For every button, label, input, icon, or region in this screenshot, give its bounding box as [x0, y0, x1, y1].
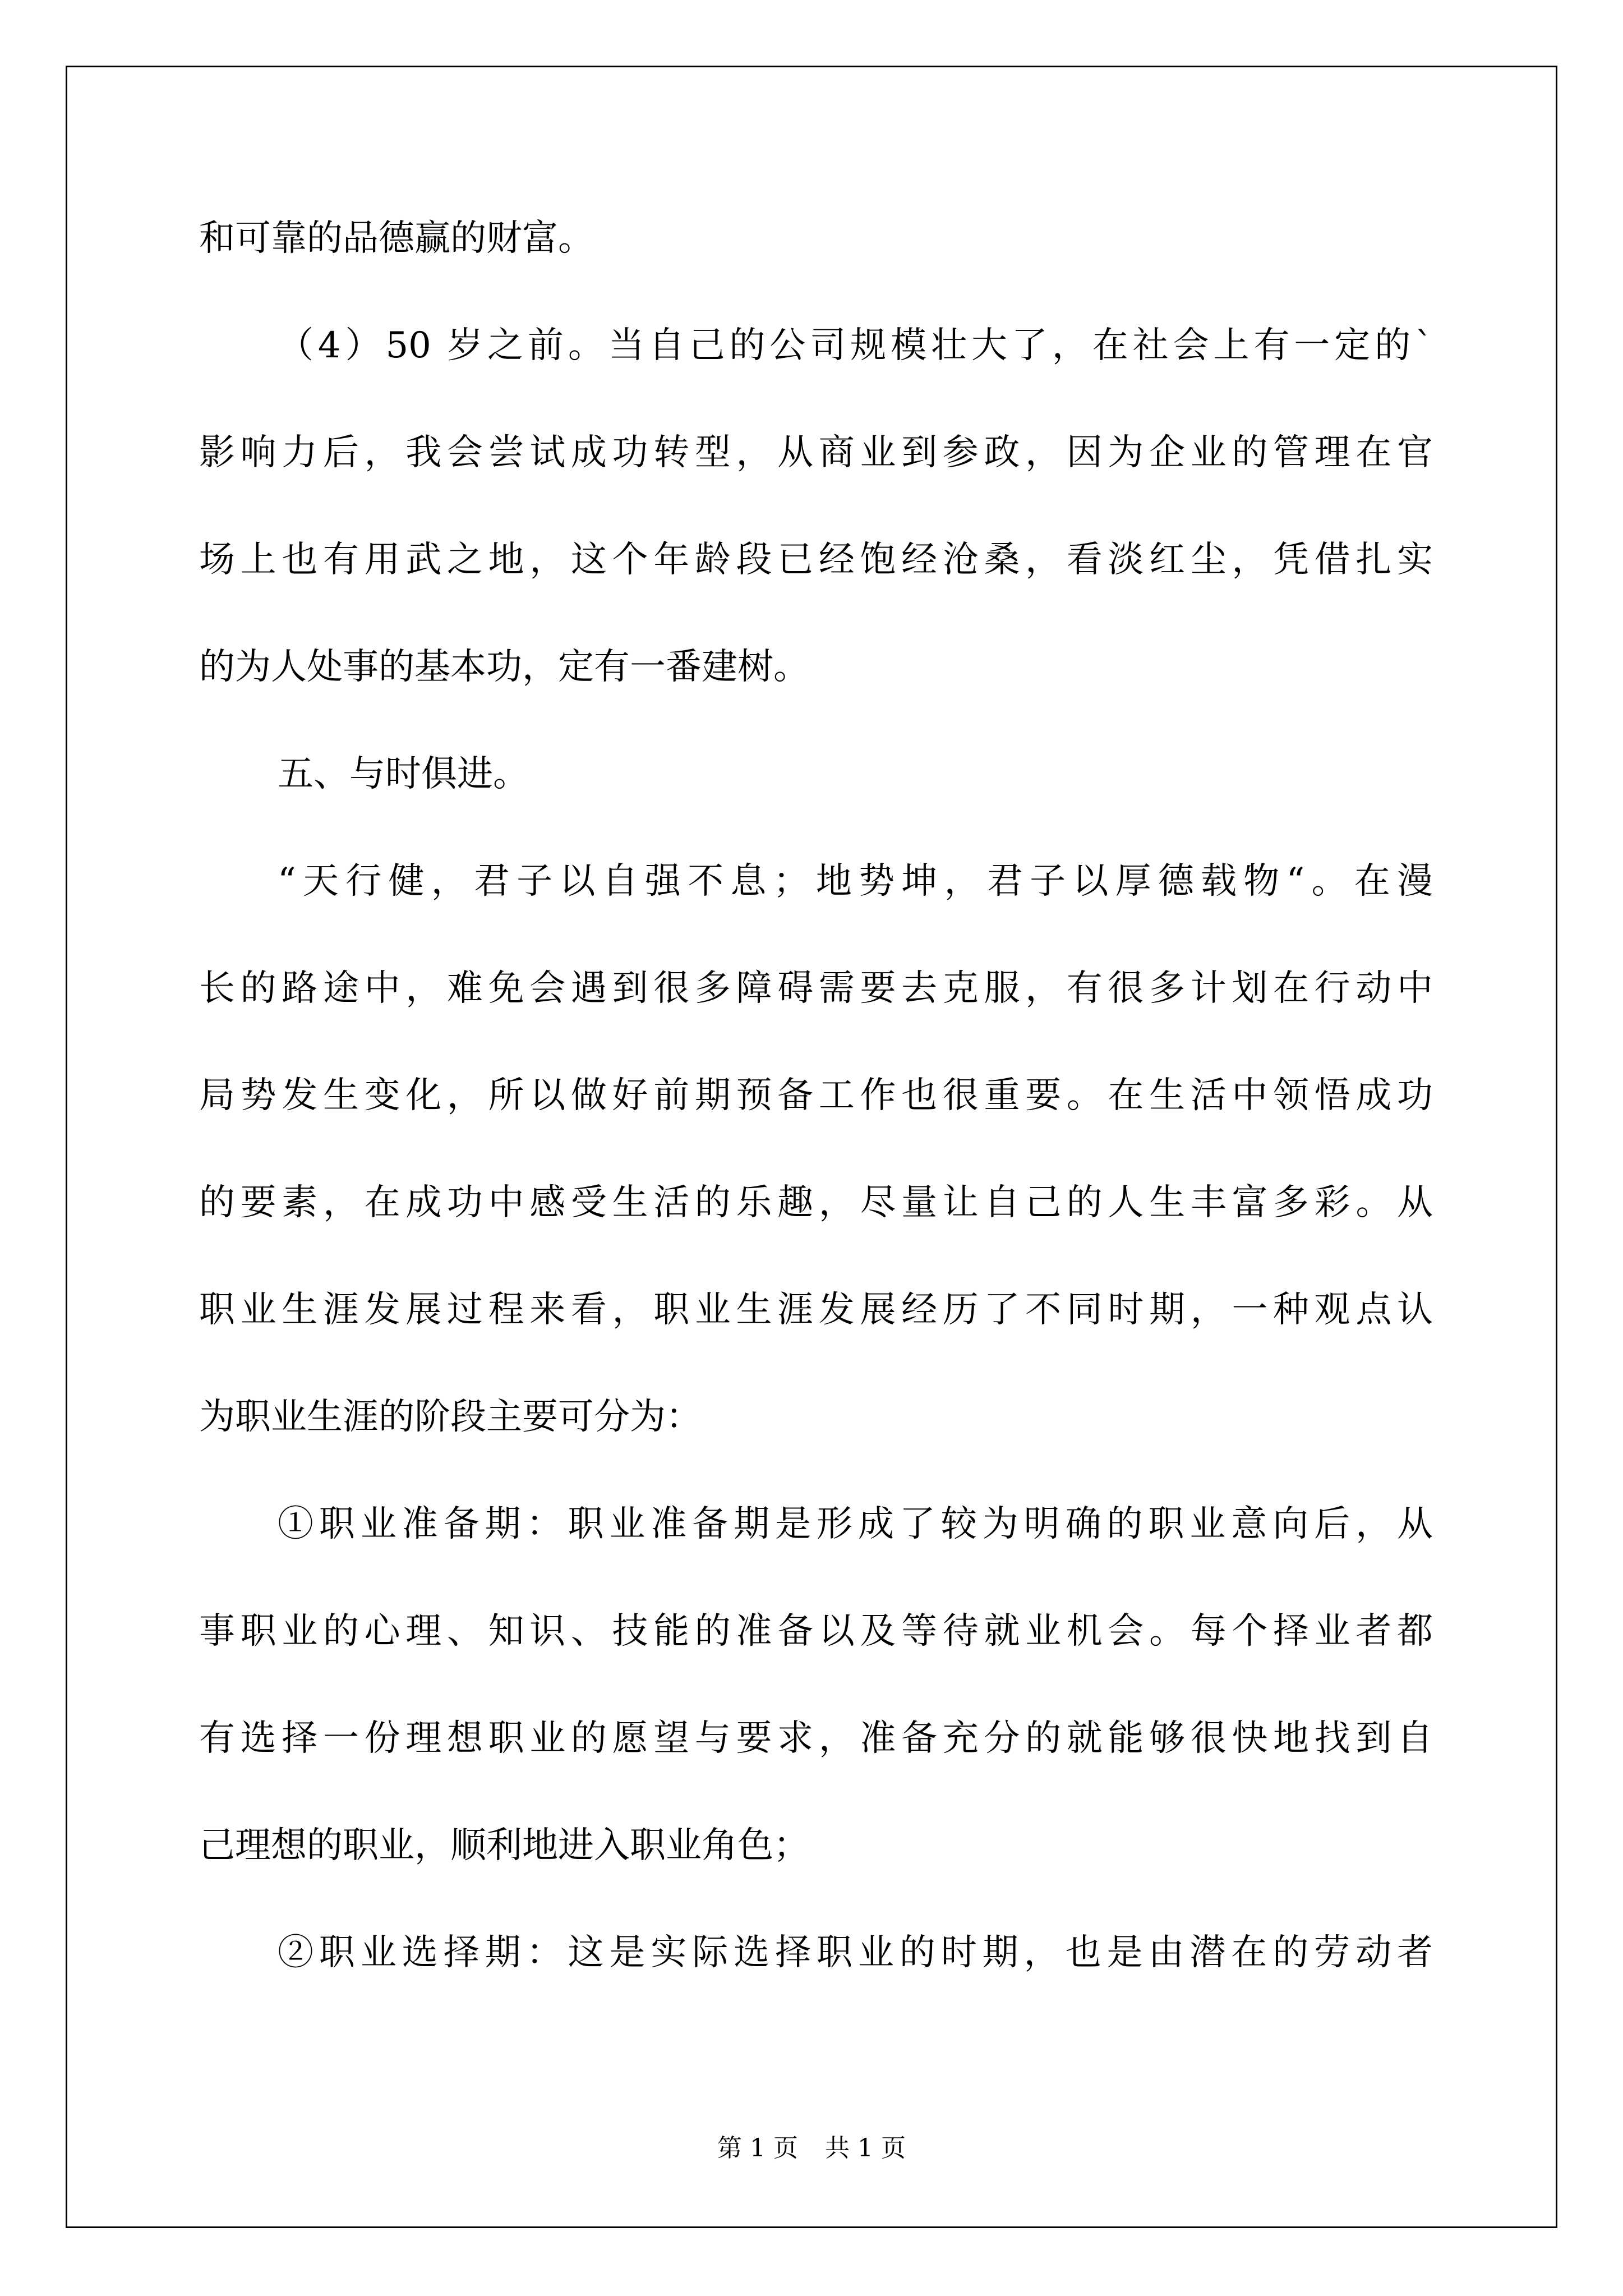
text-line-3: 影响力后，我会尝试成功转型，从商业到参政，因为企业的管理在官	[199, 432, 1433, 473]
text-line-14: 事职业的心理、知识、技能的准备以及等待就业机会。每个择业者都	[199, 1611, 1433, 1652]
document-body	[199, 185, 1433, 2007]
text-line-16: 己理想的职业，顺利地进入职业角色；	[199, 1825, 809, 1866]
page-footer	[0, 2132, 1623, 2165]
text-line-9: 局势发生变化，所以做好前期预备工作也很重要。在生活中领悟成功	[199, 1075, 1433, 1116]
text-line-10: 的要素，在成功中感受生活的乐趣，尽量让自己的人生丰富多彩。从	[199, 1182, 1433, 1223]
section-heading: 五、与时俱进。	[278, 753, 529, 795]
page-number: 第 1 页	[717, 2134, 798, 2162]
text-line-12: 为职业生涯的阶段主要可分为：	[199, 1396, 702, 1438]
text-line-7: “天行健，君子以自强不息；地势坤，君子以厚德载物“。在漫	[278, 861, 1433, 902]
text-line-13: ①职业准备期：职业准备期是形成了较为明确的职业意向后，从	[278, 1503, 1433, 1545]
text-line-11: 职业生涯发展过程来看，职业生涯发展经历了不同时期，一种观点认	[199, 1289, 1433, 1331]
text-line-5: 的为人处事的基本功，定有一番建树。	[199, 646, 809, 688]
text-line-2: （4）50 岁之前。当自己的公司规模壮大了，在社会上有一定的`	[278, 325, 1433, 366]
text-line-4: 场上也有用武之地，这个年龄段已经饱经沧桑，看淡红尘，凭借扎实	[199, 539, 1433, 581]
text-line-15: 有选择一份理想职业的愿望与要求，准备充分的就能够很快地找到自	[199, 1718, 1433, 1759]
text-line-1: 和可靠的品德赢的财富。	[199, 218, 594, 259]
text-line-8: 长的路途中，难免会遇到很多障碍需要去克服，有很多计划在行动中	[199, 968, 1433, 1009]
page-total: 共 1 页	[825, 2134, 906, 2162]
text-line-17: ②职业选择期：这是实际选择职业的时期，也是由潜在的劳动者	[278, 1932, 1433, 1973]
